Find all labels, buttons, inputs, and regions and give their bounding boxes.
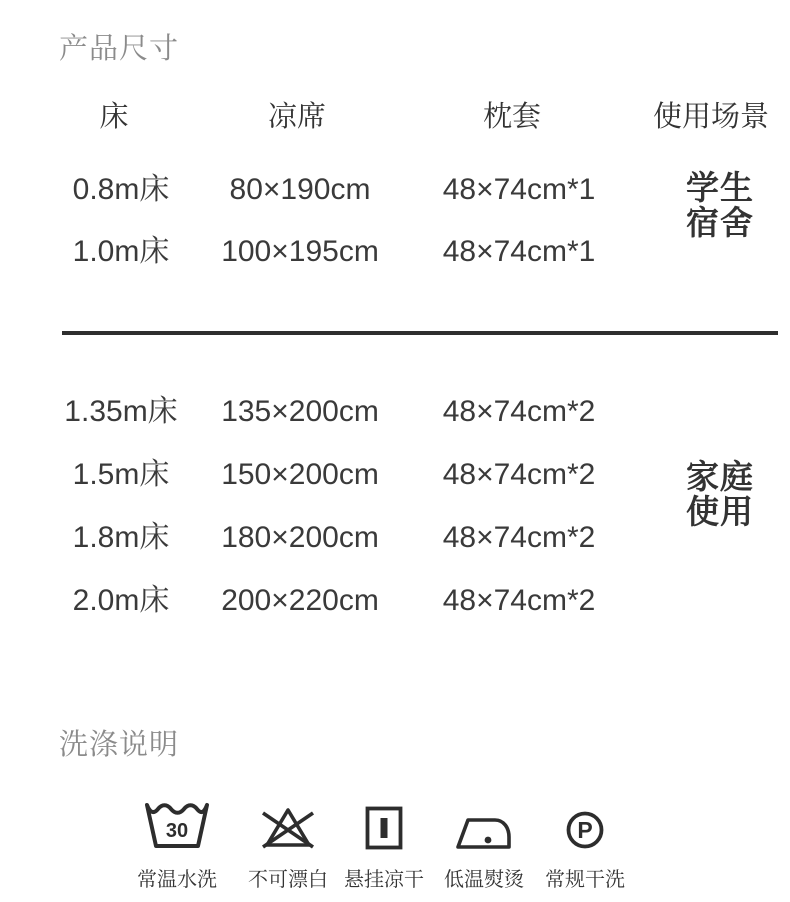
bed-size-cell: 1.8m床 bbox=[72, 521, 170, 554]
dry-clean-letter: P bbox=[577, 817, 593, 843]
care-label: 低温熨烫 bbox=[444, 869, 524, 891]
bed-size-cell: 1.0m床 bbox=[72, 235, 170, 268]
scenario-line: 使用 bbox=[686, 493, 754, 530]
header-pillowcase: 枕套 bbox=[482, 101, 542, 133]
pillowcase-size-cell: 48×74cm*2 bbox=[442, 395, 596, 428]
table-row bbox=[0, 394, 790, 430]
bed-size-cell: 1.35m床 bbox=[64, 395, 178, 428]
care-item-dry-clean bbox=[523, 798, 647, 892]
icon-box bbox=[115, 798, 239, 850]
care-label: 悬挂凉干 bbox=[344, 869, 424, 891]
scenario-line: 宿舍 bbox=[686, 204, 754, 241]
iron-low-temp-icon bbox=[455, 814, 513, 850]
table-row bbox=[0, 457, 790, 493]
icon-box bbox=[523, 798, 647, 850]
hang-dry-icon bbox=[365, 806, 403, 850]
bed-size-cell: 1.5m床 bbox=[72, 458, 170, 491]
care-label: 不可漂白 bbox=[248, 869, 328, 891]
care-label: 常规干洗 bbox=[545, 869, 625, 891]
bed-size-cell: 0.8m床 bbox=[72, 173, 170, 206]
table-row bbox=[0, 234, 790, 270]
table-row bbox=[0, 520, 790, 556]
mat-size-cell: 180×200cm bbox=[221, 521, 379, 554]
scenario-line: 家庭 bbox=[686, 458, 754, 495]
pillowcase-size-cell: 48×74cm*2 bbox=[442, 458, 596, 491]
header-mat: 凉席 bbox=[267, 101, 327, 133]
care-item-wash bbox=[115, 798, 239, 892]
table-row bbox=[0, 169, 790, 208]
wash-30-icon bbox=[143, 800, 211, 850]
pillowcase-size-cell: 48×74cm*2 bbox=[442, 521, 596, 554]
bed-size-cell: 2.0m床 bbox=[72, 584, 170, 617]
table-row bbox=[0, 583, 790, 619]
mat-size-cell: 200×220cm bbox=[221, 584, 379, 617]
dry-clean-icon bbox=[565, 810, 605, 850]
header-scenario: 使用场景 bbox=[652, 101, 770, 133]
pillowcase-size-cell: 48×74cm*1 bbox=[442, 235, 596, 268]
care-section-title: 洗涤说明 bbox=[59, 729, 180, 761]
wash-temp-badge: 30 bbox=[165, 820, 189, 842]
header-bed: 床 bbox=[99, 101, 129, 133]
table-header-row bbox=[0, 101, 790, 137]
scenario-line: 学生 bbox=[686, 169, 754, 206]
scenario-home-use bbox=[686, 459, 754, 529]
care-label: 常温水洗 bbox=[137, 869, 217, 891]
mat-size-cell: 150×200cm bbox=[221, 458, 379, 491]
section-divider-line bbox=[62, 331, 778, 335]
pillowcase-size-cell: 48×74cm*1 bbox=[442, 173, 596, 206]
mat-size-cell: 100×195cm bbox=[221, 235, 379, 268]
pillowcase-size-cell: 48×74cm*2 bbox=[442, 584, 596, 617]
mat-size-cell: 135×200cm bbox=[221, 395, 379, 428]
scenario-student-dorm bbox=[686, 170, 754, 240]
do-not-bleach-icon bbox=[259, 804, 317, 850]
mat-size-cell: 80×190cm bbox=[229, 173, 371, 206]
size-section-title: 产品尺寸 bbox=[59, 33, 180, 65]
